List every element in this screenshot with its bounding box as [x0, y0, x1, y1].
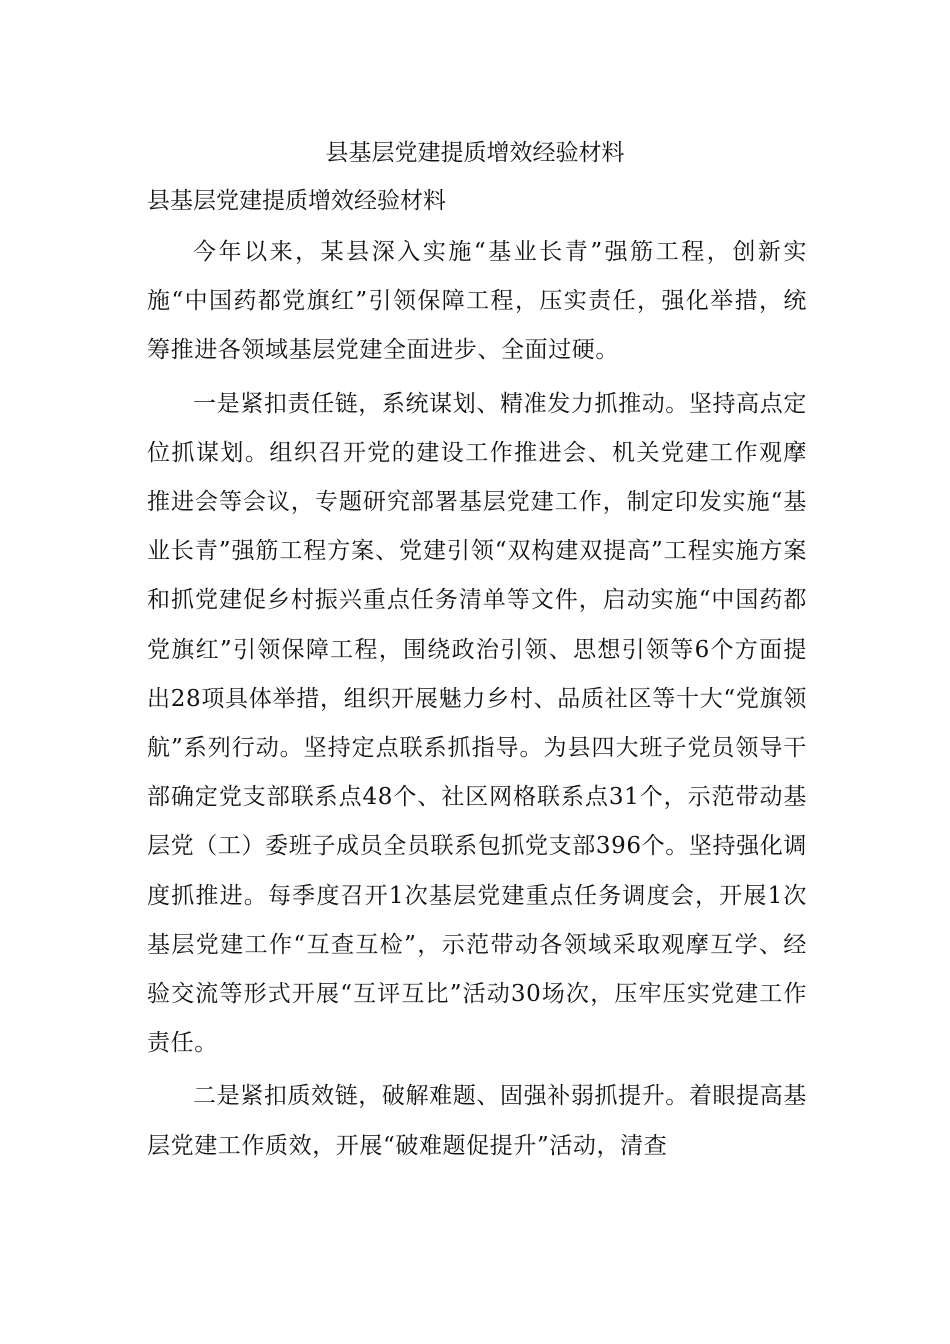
paragraph-responsibility-chain: 一是紧扣责任链，系统谋划、精准发力抓推动。坚持高点定位抓谋划。组织召开党的建设工作推进会、机关党建工作观摩推进会等会议，专题研究部署基层党建工作，制定印发实施“基业长青”强筋工程方案、党建引领“双构建双提高”工程实施方案和抓党建促乡村振兴重点任务清单等文件，启动实施“中国药都党旗红”引领保障工程，围绕政治引领、思想引领等6个方面提出28项具体举措，组织开展魅力乡村、品质社区等十大“党旗领航”系列行动。坚持定点联系抓指导。为县四大班子党员领导干部确定党支部联系点48个、社区网格联系点31个，示范带动基层党（工）委班子成员全员联系包抓党支部396个。坚持强化调度抓推进。每季度召开1次基层党建重点任务调度会，开展1次基层党建工作“互查互检”，示范带动各领域采取观摩互学、经验交流等形式开展“互评互比”活动30场次，压牢压实党建工作责任。 [147, 390, 807, 1057]
document-subtitle: 县基层党建提质增效经验材料 [147, 188, 446, 214]
document-body [147, 228, 807, 1175]
paragraph-intro: 今年以来，某县深入实施“基业长青”强筋工程，创新实施“中国药都党旗红”引领保障工程，压实责任，强化举措，统筹推进各领域基层党建全面进步、全面过硬。 [147, 239, 807, 364]
document-title: 县基层党建提质增效经验材料 [325, 140, 625, 166]
paragraph-quality-chain: 二是紧扣质效链，破解难题、固强补弱抓提升。着眼提高基层党建工作质效，开展“破难题促提升”活动，清查 [147, 1083, 807, 1159]
